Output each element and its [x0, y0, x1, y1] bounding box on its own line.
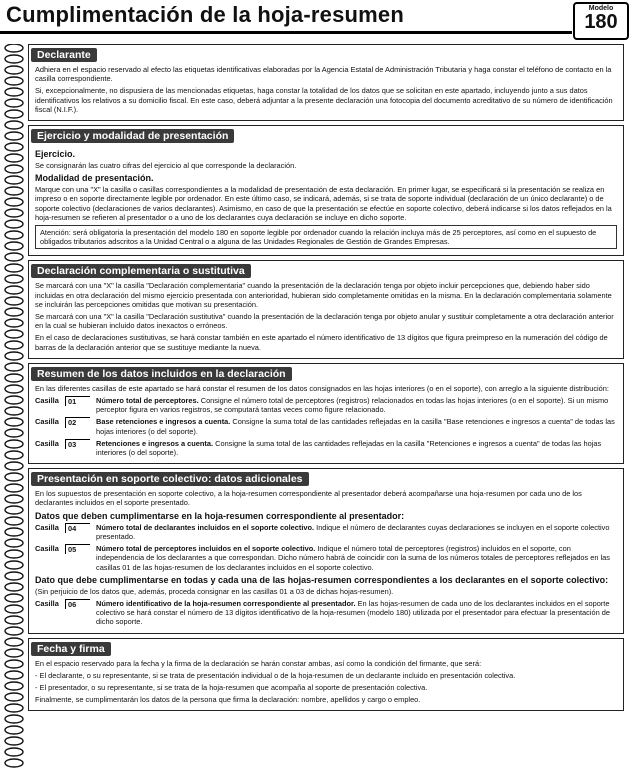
- spiral-binding-icon: [2, 44, 26, 774]
- paragraph: Se consignarán las cuatro cifras del ejercicio al que corresponde la declaración.: [35, 161, 297, 171]
- section-complementaria: [28, 260, 624, 358]
- page-content: [28, 44, 624, 715]
- paragraph: Si, excepcionalmente, no dispusiera de las mencionadas etiquetas, haga constar la totalidad de los datos que se solicitan en este apartado, incluyendo junto a sus datos identificativos los relativos a su domicilio fiscal. En este caso, deberá adjuntar a la presente declaración una fotocopia del documento acreditativo de su número de identificación fiscal (N.I.F.).: [35, 86, 613, 114]
- casilla-row: [35, 544, 617, 572]
- paragraph: - El presentador, o su representante, si se trata de la hoja-resumen que acompaña al soporte de presentación colectiva.: [35, 682, 428, 692]
- casilla-heading: Número identificativo de la hoja-resumen correspondiente al presentador.: [96, 598, 356, 608]
- casilla-text: [96, 417, 617, 435]
- casilla-description: Indique el número de declarantes cuyas declaraciones se incluyen en el soporte colectivo presentado.: [96, 522, 610, 541]
- casilla-text: [96, 544, 617, 572]
- page-header: [0, 0, 629, 40]
- casilla-number: 04: [65, 523, 90, 533]
- casilla-description: Consigne la suma total de las cantidades reflejadas en la casilla "Base retenciones e ingresos a cuenta" de todas las hojas interiores (o del soporte).: [96, 417, 615, 436]
- modelo-label: Modelo: [588, 5, 614, 12]
- casilla-heading: Retenciones e ingresos a cuenta.: [96, 438, 214, 448]
- casilla-row: [35, 439, 617, 457]
- section-title: Fecha y firma: [31, 642, 111, 656]
- subheading: Dato que debe cumplimentarse en todas y cada una de las hojas-resumen correspondientes a los declarantes en el soporte colectivo:: [35, 574, 609, 585]
- casilla-heading: Número total de declarantes incluidos en el soporte colectivo.: [96, 522, 315, 532]
- subheading: Ejercicio.: [35, 149, 76, 160]
- paragraph: En el caso de declaraciones sustitutivas, se hará constar también en este apartado el número identificativo de 13 dígitos que figura preimpreso en la numeración del código de barras de la declaración anterior que se sustituye mediante la nueva.: [35, 333, 608, 352]
- casilla-number: 06: [65, 599, 90, 609]
- casilla-row: [35, 523, 617, 541]
- modelo-badge: [573, 2, 629, 40]
- casilla-number: 05: [65, 544, 90, 554]
- section-ejercicio: [28, 125, 624, 256]
- paragraph: - El declarante, o su representante, si se trata de presentación individual o de la hoja-resumen de un declarante incluido en presentación colectiva.: [35, 670, 516, 680]
- casilla-description: Indique el número total de perceptores (registros) incluidos en el soporte, con independencia de los declarantes a que correspondan. Dicho número habrá de coincidir con la suma de los números totales de perceptores reflejados en las casillas 01 de las hojas-resumen de los declarantes incluidos en el soporte colectivo.: [96, 544, 610, 572]
- title-rule: [0, 31, 572, 34]
- section-resumen: [28, 363, 624, 464]
- paragraph: Marque con una "X" la casilla o casillas correspondientes a la modalidad de presentación de esta declaración. En primer lugar, se especificará si la presentación se realiza en impreso o en soporte directamente legible por ordenador. En este último caso, se indicará, además, si se trata de soporte individual (declaración de un único declarante) o de soporte colectivo (declaraciones de varios declarantes). Asimismo, en caso de que la presentación se efectúe en soporte colectivo, deberá indicarse si los datos reflejados en la hoja-resumen se refieren al presentador o a uno de los declarantes cuya declaración se incluye en dicho soporte.: [35, 185, 612, 222]
- modelo-number: 180: [584, 11, 618, 33]
- casilla-label: Casilla: [35, 417, 59, 427]
- casilla-description: Consigne el número total de perceptores (registros) relacionados en todas las hojas interiores (o en el soporte). Si un mismo perceptor figura en varios registros, se computará tantas veces como figure relacionado.: [96, 396, 609, 415]
- section-title: Resumen de los datos incluidos en la declaración: [31, 367, 292, 381]
- casilla-label: Casilla: [35, 598, 59, 608]
- casilla-description: Consigne la suma total de las cantidades reflejadas en la casilla "Retenciones e ingresos a cuenta" de todas las hojas interiores (o del soporte).: [96, 438, 602, 458]
- section-title: Presentación en soporte colectivo: datos adicionales: [31, 472, 309, 486]
- casilla-row: [35, 599, 617, 627]
- paragraph: Se marcará con una "X" la casilla "Declaración complementaria" cuando la presentación de la declaración tenga por objeto incluir percepciones que, debiendo haber sido incluidas en otra declaración del mismo ejercicio presentada con anterioridad, hubieran sido completamente omitidas en la misma. En la declaración complementaria solamente se incluirán las percepciones omitidas que motivan su presentación.: [35, 281, 612, 309]
- casilla-label: Casilla: [35, 544, 59, 554]
- casilla-row: [35, 417, 617, 435]
- casilla-number: 01: [65, 396, 90, 406]
- paragraph: Adhiera en el espacio reservado al efecto las etiquetas identificativas elaboradas por la Agencia Estatal de Administración Tributaria y haga constar el teléfono de contacto en la casilla correspondiente.: [35, 65, 612, 84]
- paragraph: Finalmente, se cumplimentarán los datos de la persona que firma la declaración: nombre, apellidos y cargo o empleo.: [35, 695, 421, 705]
- paragraph: En los supuestos de presentación en soporte colectivo, a la hoja-resumen correspondiente al presentador deberá acompañarse una hoja-resumen por cada uno de los declarantes incluidos en el soporte presentado.: [35, 489, 582, 508]
- casilla-heading: Número total de perceptores incluidos en el soporte colectivo.: [96, 544, 316, 554]
- attention-note: Atención: será obligatoria la presentación del modelo 180 en soporte legible por ordenador cuando la relación incluya más de 25 perceptores, así como en el supuesto de obligados tributarios adscritos a la Unidad Central o a alguna de las Unidades Regionales de Gestión de Grandes Empresas.: [35, 225, 617, 249]
- casilla-text: [96, 599, 617, 627]
- casilla-text: [96, 396, 617, 414]
- paragraph: En el espacio reservado para la fecha y la firma de la declaración se harán constar ambas, así como la condición del firmante, que será:: [35, 658, 482, 668]
- casilla-heading: Base retenciones e ingresos a cuenta.: [96, 417, 231, 427]
- section-title: Declarante: [31, 48, 97, 62]
- page-title: Cumplimentación de la hoja-resumen: [6, 2, 404, 27]
- section-title: Ejercicio y modalidad de presentación: [31, 129, 234, 143]
- subheading: Modalidad de presentación.: [35, 173, 154, 184]
- paragraph: (Sin perjuicio de los datos que, además, proceda consignar en las casillas 01 a 03 de dichas hojas-resumen).: [35, 586, 394, 596]
- subheading: Datos que deben cumplimentarse en la hoja-resumen correspondiente al presentador:: [35, 510, 405, 521]
- casilla-label: Casilla: [35, 396, 59, 406]
- casilla-heading: Número total de perceptores.: [96, 396, 199, 406]
- paragraph: En las diferentes casillas de este apartado se hará constar el resumen de los datos consignados en las hojas interiores (o en el soporte), con arreglo a la siguiente distribución:: [35, 383, 609, 393]
- casilla-label: Casilla: [35, 522, 59, 532]
- section-fecha-firma: [28, 638, 624, 712]
- casilla-number: 03: [65, 439, 90, 449]
- section-title: Declaración complementaria o sustitutiva: [31, 264, 251, 278]
- casilla-label: Casilla: [35, 438, 59, 448]
- casilla-number: 02: [65, 417, 90, 427]
- casilla-text: [96, 439, 617, 457]
- paragraph: Se marcará con una "X" la casilla "Declaración sustitutiva" cuando la presentación de la declaración tenga por objeto anular y sustituir completamente a otra declaración anterior en la cual se hubieran incluido datos inexactos o erróneos.: [35, 312, 614, 331]
- casilla-row: [35, 396, 617, 414]
- section-soporte: [28, 468, 624, 633]
- casilla-description: En las hojas-resumen de cada uno de los declarantes incluidos en el soporte colectivo se hará constar el número de 13 dígitos identificativo de la hoja-resumen (modelo 180) utilizada por el presentador para efectuar la presentación de dicho soporte.: [96, 598, 610, 627]
- casilla-text: [96, 523, 617, 541]
- section-declarante: [28, 44, 624, 121]
